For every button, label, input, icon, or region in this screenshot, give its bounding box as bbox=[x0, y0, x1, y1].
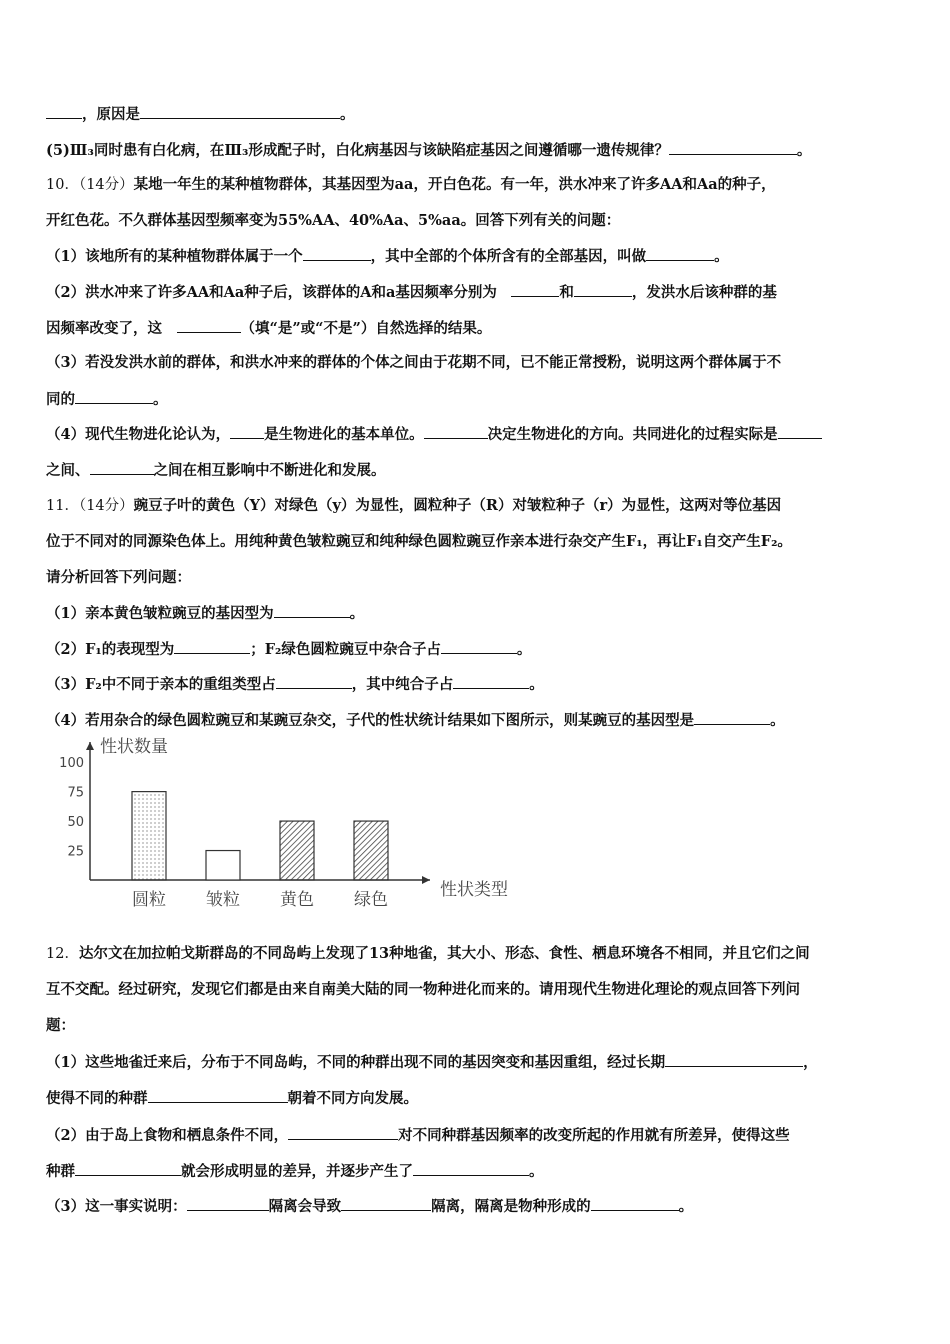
answer-blank[interactable] bbox=[90, 460, 154, 475]
text-run: 因频率改变了，这 bbox=[46, 320, 177, 337]
x-tick-label: 皱粒 bbox=[206, 890, 240, 910]
text-run: 种群 bbox=[46, 1163, 75, 1180]
answer-blank[interactable] bbox=[591, 1196, 679, 1211]
question-number: 11．（14分） bbox=[46, 498, 134, 514]
text-line bbox=[46, 639, 910, 660]
text-run: 。 bbox=[796, 142, 812, 159]
answer-blank[interactable] bbox=[140, 104, 340, 119]
y-tick-label: 50 bbox=[67, 815, 84, 831]
text-run: ；F₂绿色圆粒豌豆中杂合子占 bbox=[250, 641, 441, 658]
text-line bbox=[46, 175, 910, 195]
text-line bbox=[46, 710, 910, 731]
text-run: 同的 bbox=[46, 391, 75, 408]
text-run: 使得不同的种群 bbox=[46, 1090, 148, 1107]
text-run: 。 bbox=[770, 712, 785, 729]
text-run: 和 bbox=[559, 284, 574, 301]
y-tick-label: 75 bbox=[67, 785, 84, 801]
answer-blank[interactable] bbox=[646, 246, 714, 261]
x-tick-label: 圆粒 bbox=[132, 890, 166, 910]
text-line bbox=[46, 282, 910, 303]
text-line bbox=[46, 211, 910, 231]
text-run: 之间在相互影响中不断进化和发展。 bbox=[153, 462, 386, 479]
text-line bbox=[46, 424, 910, 445]
text-line bbox=[46, 1052, 910, 1073]
text-run: ，其中纯合子占 bbox=[351, 676, 454, 693]
text-run: 对不同种群基因频率的改变所起的作用就有所差异，使得这些 bbox=[398, 1127, 790, 1144]
text-run: ，其中全部的个体所含有的全部基因，叫做 bbox=[370, 248, 647, 265]
text-run: 。 bbox=[349, 605, 365, 622]
answer-blank[interactable] bbox=[511, 282, 559, 297]
bar bbox=[206, 851, 240, 880]
text-line bbox=[46, 1125, 910, 1146]
answer-blank[interactable] bbox=[230, 424, 264, 439]
text-run: （2）由于岛上食物和栖息条件不同， bbox=[46, 1127, 289, 1144]
text-line bbox=[46, 246, 910, 267]
text-line bbox=[46, 318, 910, 339]
x-tick-label: 绿色 bbox=[354, 890, 388, 910]
text-run: （3）F₂中不同于亲本的重组类型占 bbox=[46, 676, 276, 693]
answer-blank[interactable] bbox=[453, 674, 529, 689]
text-run: 。 bbox=[516, 641, 532, 658]
answer-blank[interactable] bbox=[413, 1161, 529, 1176]
text-run: （2）F₁的表现型为 bbox=[46, 641, 175, 658]
answer-blank[interactable] bbox=[778, 424, 822, 439]
text-run: （1）该地所有的某种植物群体属于一个 bbox=[46, 248, 303, 265]
text-run: 请分析回答下列问题： bbox=[46, 569, 191, 586]
text-line bbox=[46, 1016, 910, 1036]
trait-bar-chart bbox=[50, 730, 550, 915]
text-run: 就会形成明显的差异，并逐步产生了 bbox=[181, 1163, 413, 1180]
text-line bbox=[46, 496, 910, 516]
text-run: （3）这一事实说明： bbox=[46, 1198, 187, 1215]
y-axis-label: 性状数量 bbox=[100, 737, 168, 757]
bar bbox=[280, 821, 314, 880]
text-line bbox=[46, 532, 910, 552]
answer-blank[interactable] bbox=[303, 246, 371, 261]
text-run: （1）这些地雀迁来后，分布于不同岛屿，不同的种群出现不同的基因突变和基因重组，经过长期 bbox=[46, 1054, 666, 1071]
x-axis-label: 性状类型 bbox=[440, 880, 508, 900]
text-run: （2）洪水冲来了许多AA和Aa种子后，该群体的A和a基因频率分别为 bbox=[46, 284, 512, 301]
text-run: 。 bbox=[153, 391, 168, 408]
answer-blank[interactable] bbox=[75, 1161, 181, 1176]
text-line bbox=[46, 603, 910, 624]
text-line bbox=[46, 353, 910, 373]
text-run: 某地一年生的某种植物群体，其基因型为aa，开白色花。有一年，洪水冲来了许多AA和Aa的种子， bbox=[133, 176, 776, 193]
bar bbox=[132, 792, 166, 880]
text-line bbox=[46, 1161, 910, 1182]
text-line bbox=[46, 568, 910, 588]
text-run: 隔离，隔离是物种形成的 bbox=[431, 1198, 591, 1215]
text-run: ，发洪水后该种群的基 bbox=[631, 284, 777, 301]
answer-blank[interactable] bbox=[424, 424, 488, 439]
text-run: 。 bbox=[529, 676, 544, 693]
answer-blank[interactable] bbox=[274, 603, 350, 618]
text-run: ，原因是 bbox=[82, 106, 140, 123]
answer-blank[interactable] bbox=[574, 282, 632, 297]
text-line bbox=[46, 674, 910, 695]
text-run: （1）亲本黄色皱粒豌豆的基因型为 bbox=[46, 605, 274, 622]
text-run: ， bbox=[803, 1054, 818, 1071]
text-run: （4）现代生物进化论认为， bbox=[46, 426, 231, 443]
text-run: 之间、 bbox=[46, 462, 90, 479]
answer-blank[interactable] bbox=[665, 1052, 803, 1067]
answer-blank[interactable] bbox=[174, 639, 250, 654]
text-line bbox=[46, 944, 910, 964]
y-axis-arrow bbox=[86, 742, 94, 750]
text-run: 题： bbox=[46, 1017, 75, 1034]
text-run: 是生物进化的基本单位。 bbox=[264, 426, 424, 443]
answer-blank[interactable] bbox=[341, 1196, 431, 1211]
text-run: 豌豆子叶的黄色（Y）对绿色（y）为显性，圆粒种子（R）对皱粒种子（r）为显性，这两对等位基因 bbox=[133, 497, 782, 514]
text-run: 决定生物进化的方向。共同进化的过程实际是 bbox=[487, 426, 778, 443]
answer-blank[interactable] bbox=[276, 674, 352, 689]
answer-blank[interactable] bbox=[441, 639, 517, 654]
question-number: 10．（14分） bbox=[46, 177, 134, 193]
x-tick-label: 黄色 bbox=[280, 890, 314, 910]
text-run: （填“是”或“不是”）自然选择的结果。 bbox=[240, 320, 492, 337]
text-line bbox=[46, 104, 910, 125]
answer-blank[interactable] bbox=[669, 140, 797, 155]
answer-blank[interactable] bbox=[288, 1125, 398, 1140]
answer-blank[interactable] bbox=[75, 389, 153, 404]
text-line bbox=[46, 140, 910, 161]
answer-blank[interactable] bbox=[177, 318, 241, 333]
text-line bbox=[46, 460, 910, 481]
bar bbox=[354, 821, 388, 880]
text-line bbox=[46, 1088, 910, 1109]
text-run: 互不交配。经过研究，发现它们都是由来自南美大陆的同一物种进化而来的。请用现代生物进化理论的观点回答下列问 bbox=[46, 981, 800, 998]
text-run: 位于不同对的同源染色体上。用纯种黄色皱粒豌豆和纯种绿色圆粒豌豆作亲本进行杂交产生F₁，再让F₁自交产生F₂。 bbox=[46, 533, 792, 550]
text-run: （3）若没发洪水前的群体，和洪水冲来的群体的个体之间由于花期不同，已不能正常授粉，说明这两个群体属于不 bbox=[46, 354, 782, 371]
text-line bbox=[46, 980, 910, 1000]
answer-blank[interactable] bbox=[148, 1088, 288, 1103]
y-tick-label: 100 bbox=[59, 756, 84, 772]
answer-blank[interactable] bbox=[694, 710, 770, 725]
answer-blank[interactable] bbox=[46, 104, 82, 119]
text-run: 。 bbox=[714, 248, 729, 265]
text-line bbox=[46, 389, 910, 410]
question-number: 12． bbox=[46, 946, 79, 962]
y-tick-label: 25 bbox=[67, 844, 84, 860]
text-run: （4）若用杂合的绿色圆粒豌豆和某豌豆杂交，子代的性状统计结果如下图所示，则某豌豆的基因型是 bbox=[46, 712, 695, 729]
text-run: 达尔文在加拉帕戈斯群岛的不同岛屿上发现了13种地雀，其大小、形态、食性、栖息环境各不相同，并且它们之间 bbox=[78, 945, 810, 962]
text-run: (5)Ⅲ₃同时患有白化病，在Ⅲ₃形成配子时，白化病基因与该缺陷症基因之间遵循哪一遗传规律？ bbox=[46, 142, 669, 159]
text-run: 。 bbox=[529, 1163, 544, 1180]
text-run: 。 bbox=[678, 1198, 694, 1215]
text-line bbox=[46, 1196, 910, 1217]
text-run: 开红色花。不久群体基因型频率变为55%AA、40%Aa、5%aa。回答下列有关的问题： bbox=[46, 212, 621, 229]
text-run: 朝着不同方向发展。 bbox=[287, 1090, 418, 1107]
text-run: 隔离会导致 bbox=[268, 1198, 342, 1215]
x-axis-arrow bbox=[422, 876, 430, 884]
answer-blank[interactable] bbox=[187, 1196, 269, 1211]
text-run: 。 bbox=[340, 106, 355, 123]
